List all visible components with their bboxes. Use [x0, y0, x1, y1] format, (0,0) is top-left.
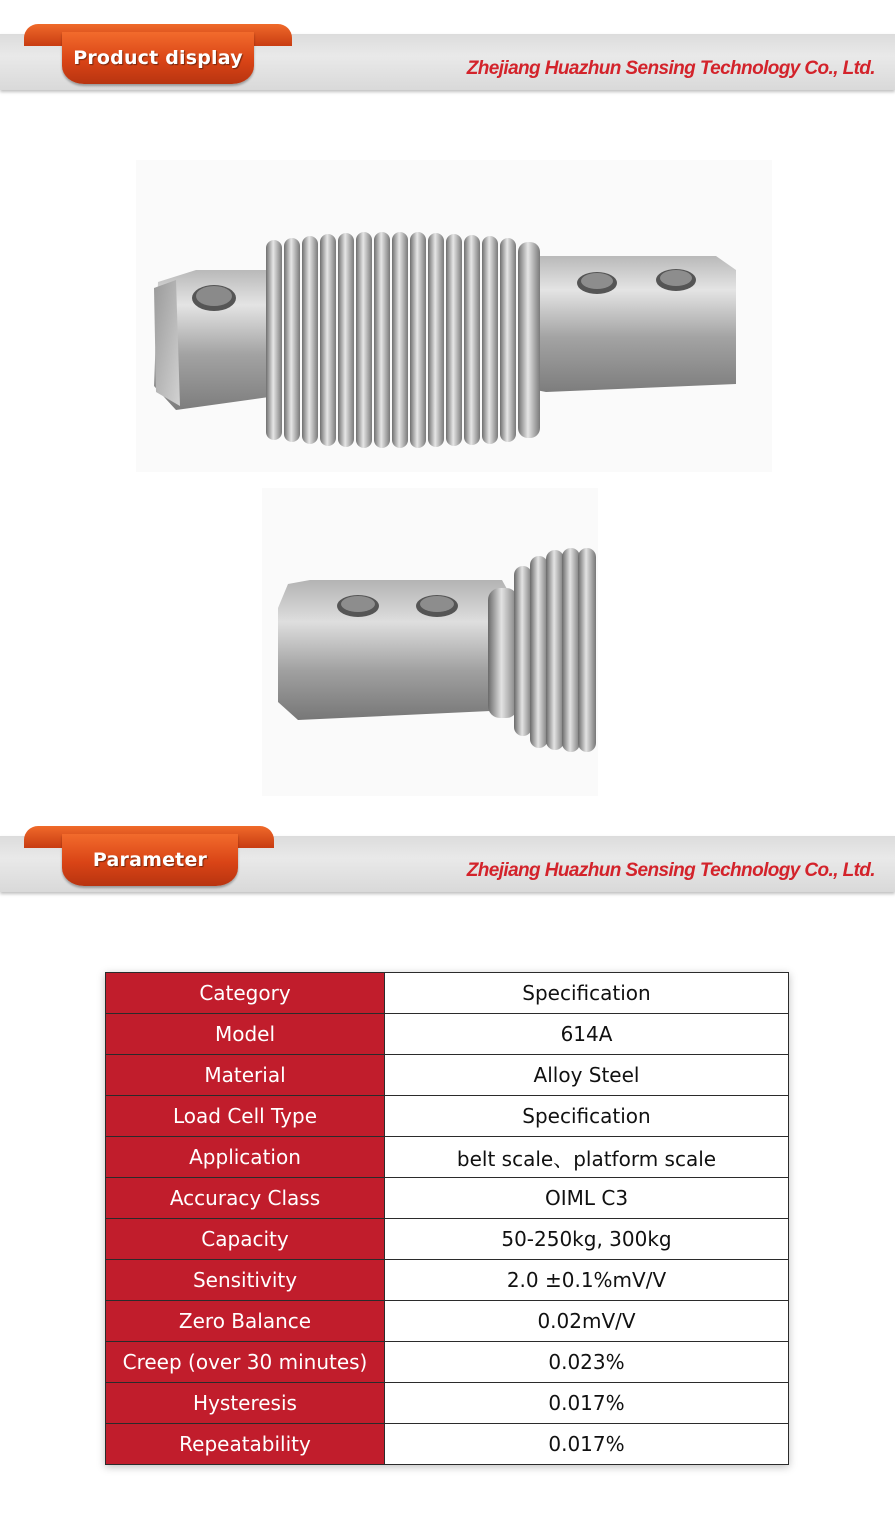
parameter-banner [0, 826, 895, 892]
table-row [106, 1342, 789, 1383]
row-value: Specification [385, 1096, 789, 1137]
product-photo-closeup [262, 488, 598, 796]
table-row [106, 1055, 789, 1096]
table-row [106, 1096, 789, 1137]
row-value: 2.0 ±0.1%mV/V [385, 1260, 789, 1301]
company-name: Zhejiang Huazhun Sensing Technology Co., Ltd. [466, 58, 875, 79]
row-category: Creep (over 30 minutes) [106, 1342, 385, 1383]
bellows-load-cell-full-photo-icon [136, 160, 772, 472]
table-row [106, 1383, 789, 1424]
bellows-load-cell-closeup-photo-icon [262, 488, 598, 796]
row-value: OIML C3 [385, 1178, 789, 1219]
row-category: Zero Balance [106, 1301, 385, 1342]
product-display-tab: Product display [62, 32, 254, 84]
table-row [106, 1137, 789, 1178]
table-row [106, 1178, 789, 1219]
row-category: Application [106, 1137, 385, 1178]
table-row [106, 1260, 789, 1301]
row-category: Repeatability [106, 1424, 385, 1465]
row-value: belt scale、platform scale [385, 1137, 789, 1178]
row-category: Category [106, 973, 385, 1014]
table-row [106, 1219, 789, 1260]
parameter-tab: Parameter [62, 834, 238, 886]
row-value: Specification [385, 973, 789, 1014]
table-row [106, 1424, 789, 1465]
row-value: 614A [385, 1014, 789, 1055]
row-value: 0.017% [385, 1424, 789, 1465]
company-name: Zhejiang Huazhun Sensing Technology Co., Ltd. [466, 860, 875, 881]
row-category: Sensitivity [106, 1260, 385, 1301]
row-category: Accuracy Class [106, 1178, 385, 1219]
product-photo-full [136, 160, 772, 472]
spec-table [105, 972, 789, 1465]
row-category: Material [106, 1055, 385, 1096]
table-row [106, 1014, 789, 1055]
table-row [106, 1301, 789, 1342]
product-display-banner [0, 24, 895, 90]
row-value: Alloy Steel [385, 1055, 789, 1096]
row-category: Model [106, 1014, 385, 1055]
row-value: 50-250kg, 300kg [385, 1219, 789, 1260]
row-value: 0.023% [385, 1342, 789, 1383]
row-category: Hysteresis [106, 1383, 385, 1424]
row-value: 0.017% [385, 1383, 789, 1424]
row-category: Capacity [106, 1219, 385, 1260]
row-category: Load Cell Type [106, 1096, 385, 1137]
row-value: 0.02mV/V [385, 1301, 789, 1342]
spec-table-body [106, 973, 789, 1465]
table-row [106, 973, 789, 1014]
